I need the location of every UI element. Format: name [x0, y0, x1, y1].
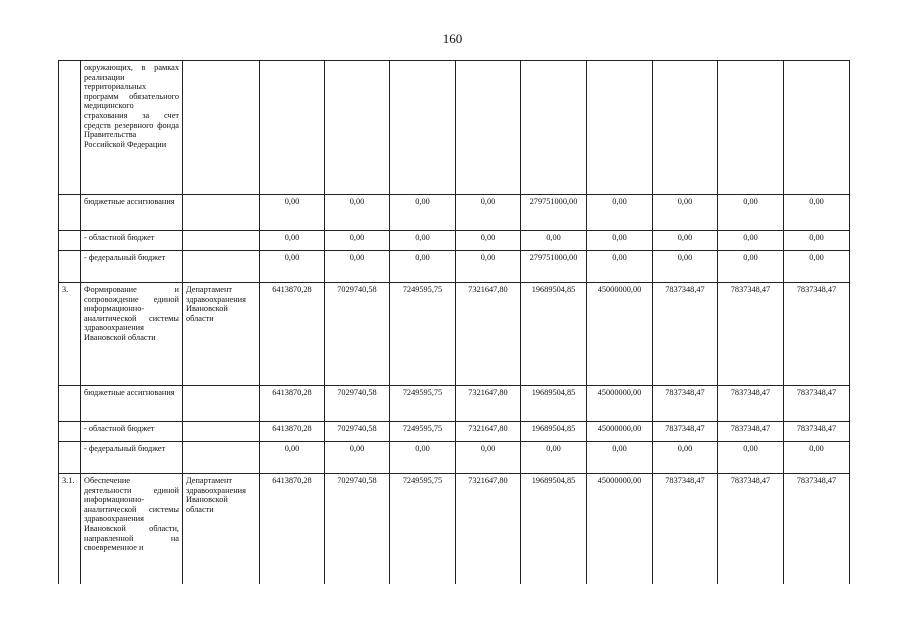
row-index [59, 386, 81, 422]
value-cell [260, 61, 325, 195]
row-executor [183, 442, 260, 474]
table-row [59, 386, 850, 422]
value-cell [456, 61, 521, 195]
value-cell: 0,00 [587, 251, 653, 283]
value-cell: 0,00 [325, 442, 390, 474]
row-index [59, 61, 81, 195]
row-executor [183, 422, 260, 442]
row-description: Обеспечение деятельности единой информационно-аналитической системы здравоохранения Ивановской области, направленной на своевременное и [81, 474, 183, 584]
value-cell: 0,00 [260, 195, 325, 231]
budget-table [58, 60, 850, 584]
value-cell: 7321647,80 [456, 386, 521, 422]
table-row [59, 231, 850, 251]
value-cell: 7249595,75 [390, 422, 456, 442]
row-executor [183, 251, 260, 283]
value-cell: 7837348,47 [653, 283, 718, 386]
page-number: 160 [442, 31, 463, 46]
value-cell: 7321647,80 [456, 474, 521, 584]
row-index [59, 442, 81, 474]
value-cell [653, 61, 718, 195]
table-body [59, 61, 850, 584]
value-cell: 0,00 [390, 251, 456, 283]
value-cell [718, 61, 784, 195]
value-cell: 0,00 [456, 231, 521, 251]
row-index [59, 231, 81, 251]
value-cell: 0,00 [784, 195, 850, 231]
row-index [59, 251, 81, 283]
value-cell: 7837348,47 [653, 386, 718, 422]
value-cell: 7837348,47 [784, 386, 850, 422]
value-cell: 0,00 [521, 442, 587, 474]
row-executor: Департамент здравоохранения Ивановской области [183, 283, 260, 386]
value-cell: 0,00 [260, 231, 325, 251]
value-cell [325, 61, 390, 195]
value-cell [587, 61, 653, 195]
value-cell: 7029740,58 [325, 386, 390, 422]
value-cell: 0,00 [784, 231, 850, 251]
row-executor: Департамент здравоохранения Ивановской области [183, 474, 260, 584]
value-cell: 0,00 [325, 195, 390, 231]
row-index [59, 422, 81, 442]
value-cell: 7837348,47 [784, 474, 850, 584]
row-executor [183, 195, 260, 231]
value-cell: 0,00 [784, 442, 850, 474]
row-description: Формирование и сопровождение единой информационно-аналитической системы здравоохранения Ивановской области [81, 283, 183, 386]
value-cell: 0,00 [718, 251, 784, 283]
value-cell: 45000000,00 [587, 422, 653, 442]
value-cell: 0,00 [260, 442, 325, 474]
value-cell: 0,00 [718, 195, 784, 231]
value-cell: 19689504,85 [521, 283, 587, 386]
row-executor [183, 386, 260, 422]
value-cell: 19689504,85 [521, 386, 587, 422]
value-cell: 0,00 [390, 442, 456, 474]
value-cell [390, 61, 456, 195]
value-cell: 0,00 [653, 231, 718, 251]
value-cell: 7837348,47 [718, 474, 784, 584]
value-cell: 0,00 [587, 442, 653, 474]
table-row [59, 61, 850, 195]
value-cell: 45000000,00 [587, 283, 653, 386]
value-cell: 7837348,47 [718, 386, 784, 422]
value-cell: 0,00 [390, 231, 456, 251]
value-cell: 0,00 [718, 442, 784, 474]
value-cell: 7837348,47 [718, 283, 784, 386]
value-cell: 0,00 [260, 251, 325, 283]
value-cell: 279751000,00 [521, 195, 587, 231]
row-executor [183, 231, 260, 251]
value-cell: 7249595,75 [390, 474, 456, 584]
value-cell [784, 61, 850, 195]
value-cell: 7837348,47 [653, 474, 718, 584]
row-description: - областной бюджет [81, 422, 183, 442]
value-cell: 0,00 [653, 195, 718, 231]
row-index: 3. [59, 283, 81, 386]
value-cell: 6413870,28 [260, 386, 325, 422]
value-cell: 6413870,28 [260, 422, 325, 442]
value-cell: 7837348,47 [784, 422, 850, 442]
value-cell: 7837348,47 [784, 283, 850, 386]
table-row [59, 195, 850, 231]
value-cell: 0,00 [587, 231, 653, 251]
row-executor [183, 61, 260, 195]
value-cell: 0,00 [456, 442, 521, 474]
row-description: - областной бюджет [81, 231, 183, 251]
row-description: бюджетные ассигнования [81, 386, 183, 422]
value-cell: 7321647,80 [456, 283, 521, 386]
value-cell: 0,00 [653, 442, 718, 474]
value-cell: 7321647,80 [456, 422, 521, 442]
row-description: бюджетные ассигнования [81, 195, 183, 231]
table-row [59, 283, 850, 386]
value-cell: 6413870,28 [260, 283, 325, 386]
value-cell: 7837348,47 [718, 422, 784, 442]
value-cell: 279751000,00 [521, 251, 587, 283]
row-index [59, 195, 81, 231]
table-row [59, 474, 850, 584]
value-cell: 0,00 [325, 251, 390, 283]
table-row [59, 422, 850, 442]
table-row [59, 251, 850, 283]
value-cell: 0,00 [587, 195, 653, 231]
row-description: - федеральный бюджет [81, 251, 183, 283]
value-cell: 19689504,85 [521, 422, 587, 442]
value-cell: 7249595,75 [390, 386, 456, 422]
value-cell: 7029740,58 [325, 474, 390, 584]
value-cell: 0,00 [521, 231, 587, 251]
value-cell: 19689504,85 [521, 474, 587, 584]
table-row [59, 442, 850, 474]
value-cell: 6413870,28 [260, 474, 325, 584]
value-cell: 0,00 [653, 251, 718, 283]
value-cell [521, 61, 587, 195]
value-cell: 0,00 [390, 195, 456, 231]
row-index: 3.1. [59, 474, 81, 584]
value-cell: 45000000,00 [587, 474, 653, 584]
value-cell: 0,00 [325, 231, 390, 251]
value-cell: 7029740,58 [325, 283, 390, 386]
row-description: - федеральный бюджет [81, 442, 183, 474]
value-cell: 7837348,47 [653, 422, 718, 442]
value-cell: 45000000,00 [587, 386, 653, 422]
value-cell: 0,00 [718, 231, 784, 251]
value-cell: 0,00 [456, 195, 521, 231]
value-cell: 0,00 [784, 251, 850, 283]
value-cell: 7249595,75 [390, 283, 456, 386]
value-cell: 0,00 [456, 251, 521, 283]
row-description: окружающих, в рамках реализации территориальных программ обязательного медицинского страхования за счет средств резервного фонда Правительства Российской Федерации [81, 61, 183, 195]
value-cell: 7029740,58 [325, 422, 390, 442]
